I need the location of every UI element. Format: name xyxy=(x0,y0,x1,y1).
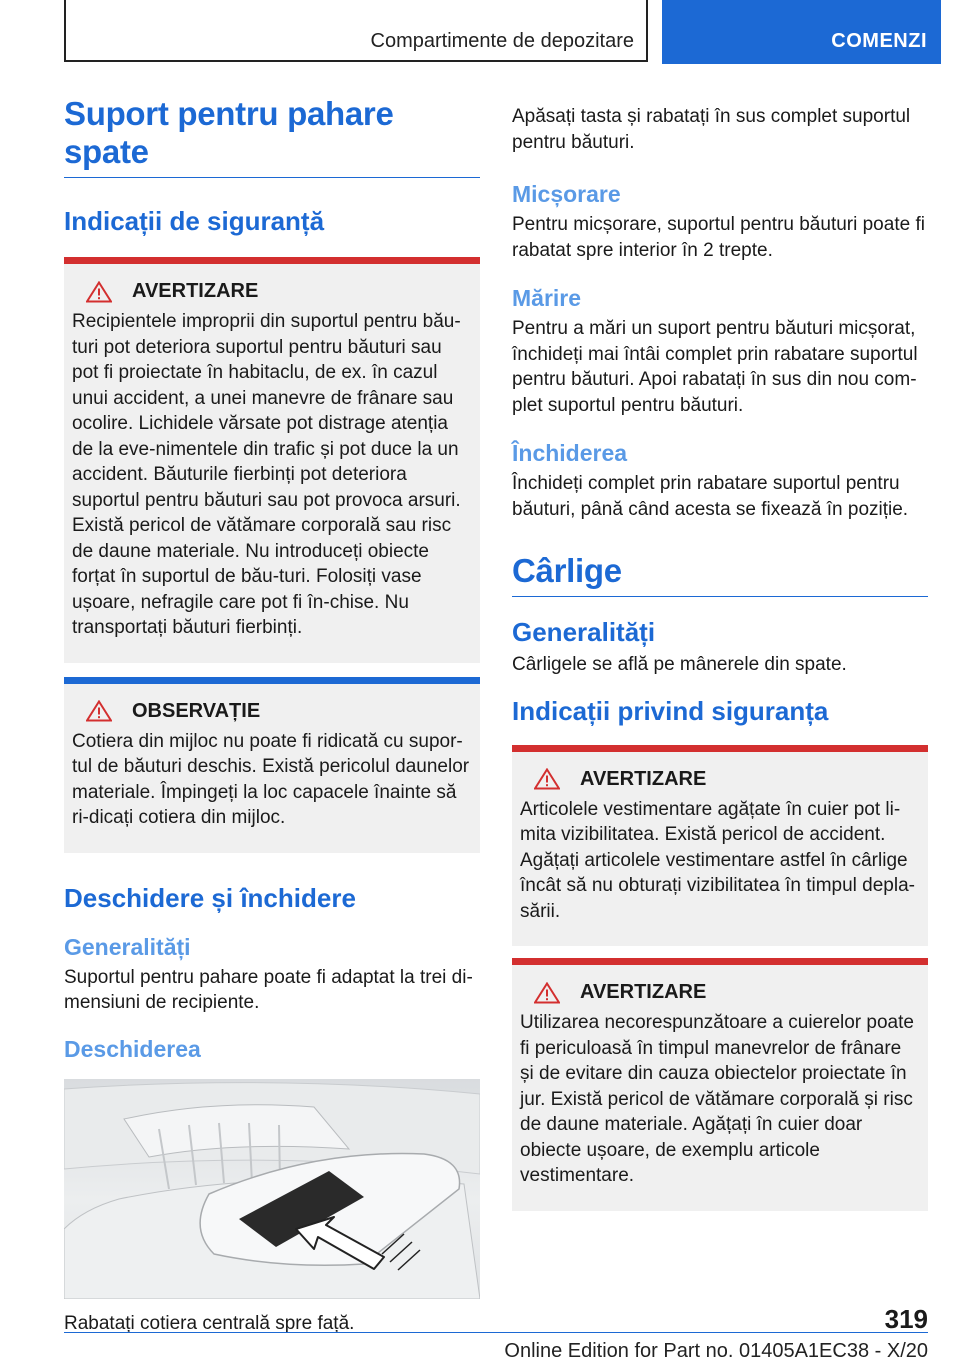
warning-box xyxy=(64,257,480,663)
enlarge-text: Pentru a mări un suport pentru băuturi micșorat, închideți mai întâi complet prin rabatare suportul pentru băuturi. Apoi rabatați în sus din nou com-plet suportul pentru băuturi. xyxy=(512,318,918,416)
hooks-warning-2-text: Utilizarea necorespunzătoare a cuierelor poate fi periculoasă în timpul manevrelor de frânare și de evitare din cauza obiectelor proiectate în jur. Există pericol de vătămare corporală și risc de daune materiale. Agățați în cuier doar obiecte ușoare, de exemplu articole vestimentare. xyxy=(520,1012,914,1186)
hooks-warning-box-1 xyxy=(512,745,928,947)
open-close-heading: Deschidere și închidere xyxy=(64,882,356,913)
page-title: Suport pentru pahare spate xyxy=(64,95,480,178)
opening-text: Apăsați tasta și rabatați în sus complet suportul pentru băuturi. xyxy=(512,106,911,153)
hooks-general-text: Cârligele se află pe mânerele din spate. xyxy=(512,654,847,675)
edition-text: Online Edition for Part no. 01405A1EC38 - X/20 xyxy=(504,1340,928,1362)
page-number: 319 xyxy=(884,1304,928,1334)
closing-heading: Închiderea xyxy=(512,440,628,466)
hooks-warning-1-text: Articolele vestimentare agățate în cuier pot li-mita vizibilitatea. Există pericol de accident. Agățați articolele vestimentare astfel în cârlige încât să nu obturați vizibilitatea în timpul depla-sării. xyxy=(520,798,915,922)
warning-triangle-icon xyxy=(86,700,112,722)
warning-text: Recipientele improprii din suportul pentru bău-turi pot deteriora suportul pentru băuturi sau pot fi proiectate în habitaclu, de ex. în cazul unui accident, a unei manevre de frânare sau ocolire. Lichidele vărsate pot distrage atenția de la eve-nimentele din trafic și pot duce la un accident. Băuturile fierbinți pot deteriora suportul pentru băuturi sau pot provoca arsuri. Există pericol de vătămare corporală sau risc de daune materiale. Nu introduceți obiecte forțat în suportul de bău-turi. Folosiți vase ușoare, nefragile care pot fi în-chise. Nu transportați băuturi fierbinți. xyxy=(72,311,461,638)
hooks-warning-1-header xyxy=(520,768,920,791)
general-heading: Generalități xyxy=(64,933,191,960)
header-section-box xyxy=(64,0,648,62)
warning-triangle-icon xyxy=(534,768,560,790)
chapter-tab-label: COMENZI xyxy=(831,30,927,52)
opening-heading: Deschiderea xyxy=(64,1035,201,1062)
footer-divider xyxy=(64,1332,928,1333)
closing-text: Închideți complet prin rabatare suportul pentru băuturi, până când acesta se fixează în poziție. xyxy=(512,473,909,520)
note-text: Cotiera din mijloc nu poate fi ridicată cu supor-tul de băuturi deschis. Există pericolul daunelor materiale. Împingeți la loc capacele înainte să ri-dicați cotiera din mijloc. xyxy=(72,730,470,828)
safety-heading: Indicații de siguranță xyxy=(64,206,325,236)
warning-triangle-icon xyxy=(534,982,560,1004)
illustration-caption: Rabatați cotiera centrală spre față. xyxy=(64,1312,355,1334)
warning-triangle-icon xyxy=(86,281,112,303)
right-column xyxy=(512,104,928,1211)
note-label: OBSERVAȚIE xyxy=(132,699,261,722)
page-footer xyxy=(64,1304,928,1362)
chapter-tab[interactable] xyxy=(662,0,941,64)
hooks-title: Cârlige xyxy=(512,552,928,597)
warning-label: AVERTIZARE xyxy=(132,280,259,302)
hooks-warning-2-label: AVERTIZARE xyxy=(580,981,707,1003)
warning-header xyxy=(72,280,472,303)
armrest-illustration xyxy=(64,1079,480,1299)
hooks-safety-heading: Indicații privind siguranța xyxy=(512,695,829,726)
hooks-warning-box-2 xyxy=(512,958,928,1211)
reduce-text: Pentru micșorare, suportul pentru băuturi poate fi rabatat spre interior în 2 trepte. xyxy=(512,214,925,261)
reduce-heading: Micșorare xyxy=(512,181,621,207)
left-column xyxy=(64,95,480,1336)
enlarge-heading: Mărire xyxy=(512,285,582,311)
general-text: Suportul pentru pahare poate fi adaptat la trei di-mensiuni de recipiente. xyxy=(64,966,473,1013)
note-header xyxy=(72,700,472,723)
armrest-drawing xyxy=(64,1079,480,1299)
header-section-title: Compartimente de depozitare xyxy=(370,30,634,52)
note-box xyxy=(64,677,480,853)
hooks-warning-2-header xyxy=(520,981,920,1004)
hooks-warning-1-label: AVERTIZARE xyxy=(580,767,707,790)
hooks-general-heading: Generalități xyxy=(512,617,656,647)
